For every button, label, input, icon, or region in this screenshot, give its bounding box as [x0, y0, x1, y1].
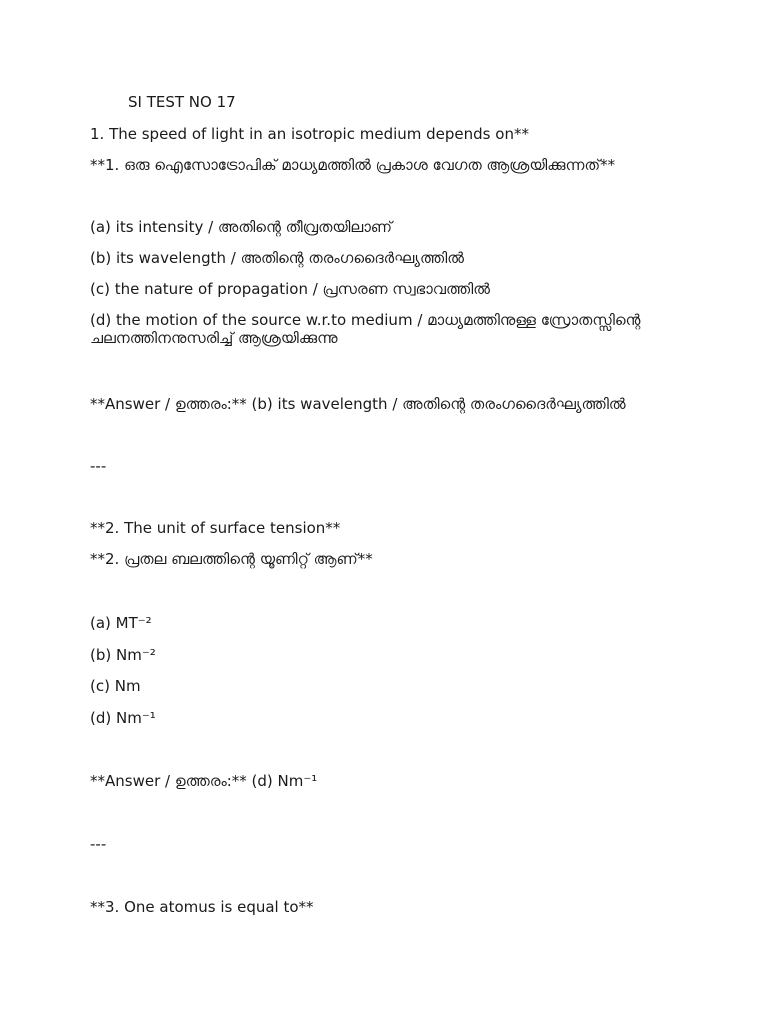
question-1-english: 1. The speed of light in an isotropic medium depends on** — [90, 125, 529, 143]
separator-2: --- — [90, 835, 107, 853]
separator-1: --- — [90, 457, 107, 475]
question-2-option-d: (d) Nm⁻¹ — [90, 709, 156, 727]
question-1-answer: **Answer / ഉത്തരം:** (b) its wavelength / അതിന്റെ തരംഗദൈർഘ്യത്തിൽ — [90, 395, 626, 413]
question-1-option-c: (c) the nature of propagation / പ്രസരണ സ്വഭാവത്തിൽ — [90, 280, 490, 298]
question-1-option-d: (d) the motion of the source w.r.to medium / മാധ്യമത്തിനുള്ള സ്രോതസ്സിന്റെ ചലനത്തിനനുസരിച്ച് ആശ്രയിക്കുന്നു — [90, 311, 641, 347]
question-1-malayalam: **1. ഒരു ഐസോട്രോപിക് മാധ്യമത്തിൽ പ്രകാശ വേഗത ആശ്രയിക്കുന്നത്** — [90, 156, 616, 174]
question-2-answer: **Answer / ഉത്തരം:** (d) Nm⁻¹ — [90, 772, 318, 790]
question-3-english: **3. One atomus is equal to** — [90, 898, 314, 916]
question-2-option-a: (a) MT⁻² — [90, 614, 152, 632]
question-1-option-b: (b) its wavelength / അതിന്റെ തരംഗദൈർഘ്യത്തിൽ — [90, 249, 464, 267]
page-title: SI TEST NO 17 — [128, 93, 236, 111]
question-2-malayalam: **2. പ്രതല ബലത്തിന്റെ യൂണിറ്റ് ആണ്** — [90, 550, 373, 568]
question-2-option-b: (b) Nm⁻² — [90, 646, 156, 664]
question-1-option-a: (a) its intensity / അതിന്റെ തീവ്രതയിലാണ് — [90, 218, 393, 236]
question-2-english: **2. The unit of surface tension** — [90, 519, 341, 537]
question-2-option-c: (c) Nm — [90, 677, 141, 695]
